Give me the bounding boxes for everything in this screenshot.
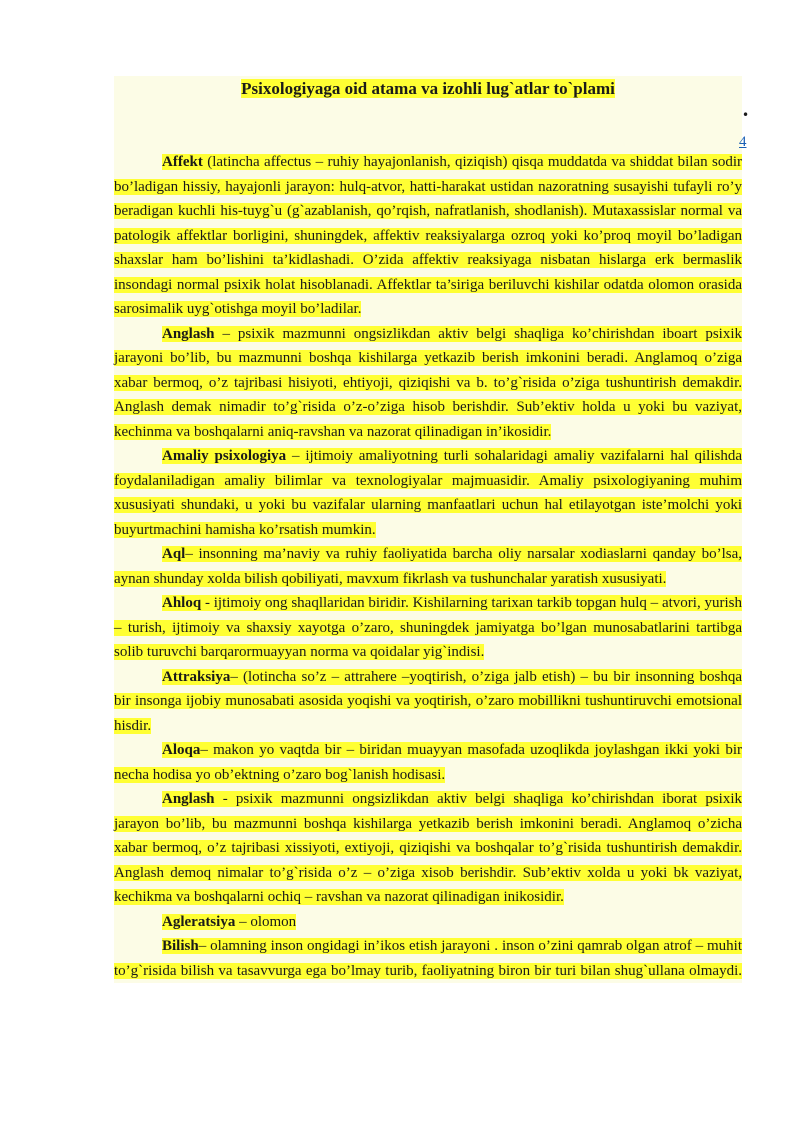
entry-definition: (latincha affectus – ruhiy hayajonlanish, qiziqish) qisqa muddatda va shiddat bilan sodir bo’ladigan hissiy, hayajonli jarayon: hulq-atvor, hatti-harakat ustidan nazoratning susayishi tufayli ro’y beradigan kuchli his-tuyg`u (g`azablanish, qo’rqish, nafratlanish, shodlanish). Mutaxassislar normal va patologik affektlar borligini, shuningdek, affektiv reaksiyalarga ozroq yoki ko’proq moyil bo’ladigan shaxslar ham bo’lishini ta’kidlashadi. O’zida affektiv reaksiyaga nisbatan hislarga erk bermaslik insondagi normal psixik holat hisoblanadi. Affektlar ta’siriga beriluvchi kishilar odatda olomon orasida sarosimalik uyg`otishga moyil bo’ladilar. [114,154,742,317]
title-row [114,76,742,150]
entry-definition: - psixik mazmunni ongsizlikdan aktiv belgi shaqliga ko’chirishdan iborat psixik jarayon bo’lib, bu mazmunni boshqa kishilarga yetkazib berish imkonini beradi. Anglamoq o’zicha xabar bermoq, o’z tajribasi xissiyoti, extiyoji, qiziqishi va boshqalar to’g`risida tushuntirish demakdir. Anglash demoq nimalar to’g`risida o’z – o’ziga xisob berishdir. Sub’ektiv xolda u yoki bk vaziyat, kechikma va boshqalarni ochiq – ravshan va nazorat qilinadigan inikosidir. [114,791,742,905]
glossary-entry [114,542,742,591]
glossary-entry [114,787,742,910]
glossary-entry [114,322,742,445]
entry-definition: – makon yo vaqtda bir – biridan muayyan masofada uzoqlikda joylashgan ikki yoki bir necha hodisa yo ob’ektning o’zaro bog`lanish hodisasi. [114,742,742,783]
entry-definition: - ijtimoiy ong shaqllaridan biridir. Kishilarning tarixan tarkib topgan hulq – atvori, yurish – turish, ijtimoiy va shaxsiy xayotga o’zaro, shuningdek jamiyatga bo’lgan munosabatlarini tartibga solib turuvchi barqarormuayyan norma va qoidalar yig`indisi. [114,595,742,660]
entry-definition: – olomon [235,913,297,930]
glossary-entry [114,444,742,542]
page-number-link[interactable]: 4 [739,134,747,150]
entry-term: Amaliy psixologiya [162,448,287,464]
entry-term: Affekt [162,154,203,170]
entry-definition: – insonning ma’naviy va ruhiy faoliyatida barcha oliy narsalar xodiaslarni qanday bo’lsa, aynan shunday xolda bilish qobiliyati, mavxum fikrlash va tushunchalar yaratish xususiyati. [114,546,742,587]
document-body [114,76,742,983]
glossary-entry [114,665,742,739]
entry-term: Aql [162,546,186,562]
glossary-entry [114,934,742,983]
entry-definition: – psixik mazmunni ongsizlikdan aktiv belgi shaqliga ko’chirishdan iboart psixik jarayoni bo’lib, bu mazmunni boshqa kishilarga yetkazib berish imkonini beradi. Anglamoq o’ziga xabar bermoq, o’z tajribasi hisiyoti, ehtiyoji, qiziqishi va b. to’g`risida o’ziga tushuntirish demakdir. Anglash demak nimadir to’g`risida o’z-o’ziga hisob berishdir. Sub’ektiv holda u yoki bu vaziyat, kechinma va boshqalarni aniq-ravshan va nazorat qilinadigan in’ikosidir. [114,325,742,440]
entry-term: Aloqa [162,742,201,758]
entry-definition: – (lotincha so’z – attrahere –yoqtirish, o’ziga jalb etish) – bu bir insonning boshqa bir insonga ijobiy munosabati asosida yoqishi va yoqtirish, o’zaro mobillikni tushuntiruvchi emotsional hisdir. [114,668,742,734]
page-title: Psixologiyaga oid atama va izohli lug`atlar to`plami [241,79,615,98]
entry-term: Attraksiya [162,668,231,685]
entry-definition: – olamning inson ongidagi in’ikos etish jarayoni . inson o’zini qamrab olgan atrof – muhit to’g`risida bilish va tasavvurga ega bo’lmay turib, faoliyatning biron bir turi bilan shug`ullana olmaydi. [114,938,742,979]
entry-term: Anglash [162,791,215,807]
glossary-entry [114,150,742,322]
entry-term: Bilish [162,938,199,954]
entry-term: Ahloq [162,595,202,611]
glossary-entry [114,738,742,787]
entry-definition: – ijtimoiy amaliyotning turli sohalaridagi amaliy vazifalarni hal qilishda foydalaniladigan amaliy bilimlar va texnologiyalar majmuasidir. Amaliy psixologiyaning muhim xususiyati shundaki, u yoki bu vazifalar ularning manfaatlari uchun hal etilayotgan iste’molchi yoki buyurtmachini hamisha ko’rsatish mumkin. [114,448,742,538]
glossary-entry [114,910,742,935]
glossary-entry [114,591,742,665]
entry-term: Anglash [162,325,215,342]
entry-term: Agleratsiya [162,913,236,930]
bullet-marker: • [742,108,750,122]
